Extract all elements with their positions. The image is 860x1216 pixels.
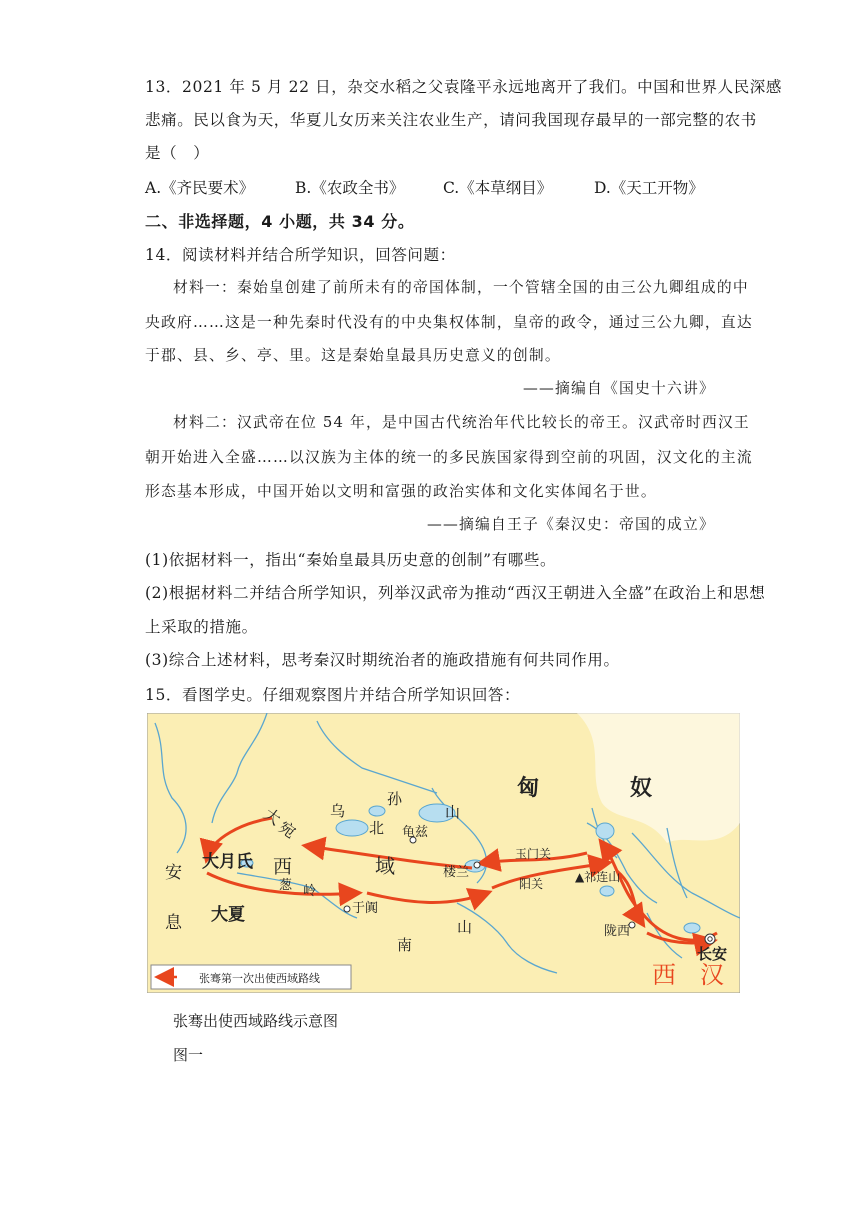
map-label-yu: 域 xyxy=(375,854,395,878)
map-label-an: 安 xyxy=(165,863,182,883)
map-label-xiongnu-2: 奴 xyxy=(630,776,653,801)
map-label-yutian: 于阗 xyxy=(352,901,379,916)
q13-option-c: C.《本草纲目》 xyxy=(443,179,553,197)
q14-material2-line2: 朝开始进入全盛……以汉族为主体的统一的多民族国家得到空前的巩固，汉文化的主流 xyxy=(145,449,753,466)
q13-option-b: B.《农政全书》 xyxy=(295,179,405,197)
map-legend-text: 张骞第一次出使西域路线 xyxy=(199,972,320,985)
map-label-bei: 北 xyxy=(369,819,385,837)
q14-source1: ——摘编自《国史十六讲》 xyxy=(523,380,715,397)
map-label-daxia: 大夏 xyxy=(211,905,245,925)
q14-material1-line2: 央政府……这是一种先秦时代没有的中央集权体制，皇帝的政令，通过三公九卿，直达 xyxy=(145,314,753,331)
q14-sub1: (1)依据材料一，指出“秦始皇最具历史意的创制”有哪些。 xyxy=(145,551,557,569)
map-label-cong: 葱 xyxy=(279,878,293,893)
q14-sub3: (3)综合上述材料，思考秦汉时期统治者的施政措施有何共同作用。 xyxy=(145,651,620,669)
q13-option-a: A.《齐民要术》 xyxy=(145,179,255,197)
map-label-qilianshan: ▲祁连山 xyxy=(575,870,621,884)
map-label-kunlunshan: 山 xyxy=(457,918,473,936)
zhang-qian-route-map xyxy=(147,713,740,993)
map-label-wu: 乌 xyxy=(330,802,346,820)
map-label-longxi: 陇西 xyxy=(604,924,631,939)
q14-stem: 14．阅读材料并结合所学知识，回答问题： xyxy=(145,246,456,264)
map-label-changan: 长安 xyxy=(697,945,728,963)
map-label-loulan: 楼兰 xyxy=(443,865,470,880)
map-label-xi-parthia: 息 xyxy=(165,913,182,933)
map-label-xiongnu-1: 匈 xyxy=(517,776,540,801)
q14-material2-line3: 形态基本形成，中国开始以文明和富强的政治实体和文化实体闻名于世。 xyxy=(145,483,657,500)
map-label-qiuci: 龟兹 xyxy=(402,825,429,840)
map-legend xyxy=(151,965,351,989)
map-label-yumenguan: 玉门关 xyxy=(515,847,552,861)
q13-line1: 13．2021 年 5 月 22 日，杂交水稻之父袁隆平永远地离开了我们。中国和世界人民深感 xyxy=(145,78,782,96)
map-label-ling: 岭 xyxy=(303,884,317,899)
q13-option-d: D.《天工开物》 xyxy=(594,179,704,197)
figure-label: 图一 xyxy=(173,1046,204,1064)
q14-sub2-line1: (2)根据材料二并结合所学知识，列举汉武帝为推动“西汉王朝进入全盛”在政治上和思想 xyxy=(145,584,766,602)
map-label-yangguan: 阳关 xyxy=(519,877,544,891)
section-heading: 二、非选择题，4 小题，共 34 分。 xyxy=(145,212,415,231)
map-label-xi: 西 xyxy=(273,856,293,878)
q14-source2: ——摘编自王子《秦汉史：帝国的成立》 xyxy=(427,516,715,533)
map-label-xihan: 西 汉 xyxy=(652,961,724,989)
q14-sub2-line2: 上采取的措施。 xyxy=(145,618,258,636)
map-label-dawan-2: 宛 xyxy=(275,817,300,842)
map-label-dayuezhi: 大月氏 xyxy=(202,852,253,872)
map-label-sun: 孙 xyxy=(387,790,403,808)
map-caption: 张骞出使西域路线示意图 xyxy=(173,1012,339,1030)
q14-material1-line1: 材料一：秦始皇创建了前所未有的帝国体制，一个管辖全国的由三公九卿组成的中 xyxy=(173,279,749,296)
map-label-nan: 南 xyxy=(397,936,413,954)
q13-line3: 是（ ） xyxy=(145,144,210,162)
q14-material2-line1: 材料二：汉武帝在位 54 年，是中国古代统治年代比较长的帝王。汉武帝时西汉王 xyxy=(173,414,750,431)
map-label-tianshan: 山 xyxy=(445,803,461,821)
q13-line2: 悲痛。民以食为天，华夏儿女历来关注农业生产，请问我国现存最早的一部完整的农书 xyxy=(145,111,757,129)
map-label-dawan-1: 大 xyxy=(260,804,285,829)
q14-material1-line3: 于郡、县、乡、亭、里。这是秦始皇最具历史意义的创制。 xyxy=(145,347,561,364)
q15-stem: 15．看图学史。仔细观察图片并结合所学知识回答： xyxy=(145,686,521,704)
